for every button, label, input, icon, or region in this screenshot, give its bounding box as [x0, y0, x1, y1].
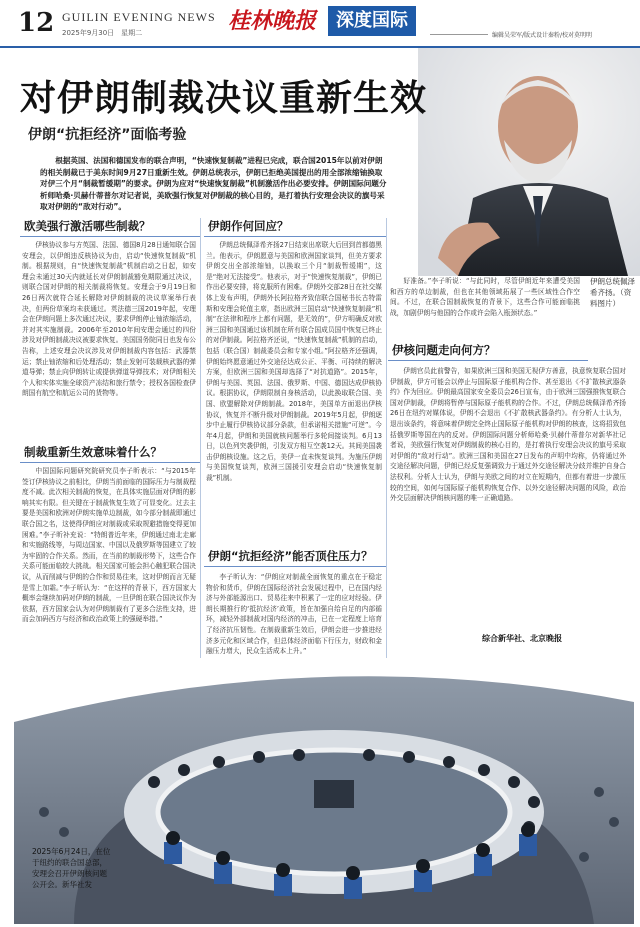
page-number: 12	[18, 8, 55, 38]
masthead-rule	[430, 34, 488, 35]
section-label: 深度国际	[328, 6, 416, 36]
meeting-photo-caption: 2025年6月24日，在位于纽约的联合国总部，安理会召开伊朗核问题公开会。新华社发	[32, 847, 111, 889]
section-heading-meaning: 制裁重新生效意味着什么？	[20, 444, 200, 463]
publication-name-en: GUILIN EVENING NEWS	[62, 10, 216, 24]
section-heading-sanctions: 欧美强行激活哪些制裁？	[20, 218, 200, 237]
section-body-response: 伊朗总统佩泽希齐扬27日结束出席联大后回到首都德黑兰。他表示，伊朗愿意与美国和欧洲国家谈判，但美方要求伊朗交出全部浓缩铀，以换取三个月“制裁暂缓期”，这是“绝对无法接受”。他表示，对于“快速恢复制裁”，伊朗已作出必要安排，将克服所有困难。伊朗外交部28日在社交媒体上发布声明，伊朗外长阿拉格齐致信联合国秘书长古特雷斯和安理会轮值主席，指出欧洲三国启动“快速恢复制裁”机制“在法律和程序上都有问题，是无效的”，伊方明确反对欧洲三国和美国通过该机制在所有联合国成员国中恢复已终止的对伊制裁。阿拉格齐还说，“快速恢复制裁”机制的启动，包括（联合国）制裁委员会和专家小组。”阿拉格齐还强调，伊朗始终愿意通过外交途径达成公正、平衡、可持续的解决方案，但欧洲三国和美国却选择了“对抗道路”。2015年，伊朗与美国、英国、法国、俄罗斯、中国、德国达成伊核协议。根据协议，伊朗限制自身核活动，以此换取联合国、美国、欧盟解除对伊朗制裁。2018年，美国单方面退出伊核协议，恢复并不断升级对伊朗制裁。2019年5月起，伊朗逐步中止履行伊核协议部分条款，但承诺相关措施“可逆”。今年4月起，伊朗和美国就核问题举行多轮间接谈判。6月13日，以色列突袭伊朗，引发双方相互空袭12天。其间美国袭击伊朗核设施。这之后，美伊一直未恢复谈判。为施压伊朗与美国恢复谈判，欧洲三国援引安理会启动“快速恢复制裁”机制。	[206, 241, 382, 483]
section-body-sanctions: 伊核协议参与方英国、法国、德国8月28日通知联合国安理会，以伊朗违反核协议为由，启动“快速恢复制裁”机制。根据规则，自“快速恢复制裁”机制启动之日起，如安理会未通过30天内就延长对伊朗制裁豁免期限通过决议，则联合国对伊朗的相关制裁将恢复。安理会于9月19日和26日两次就符合延长解除对伊朗制裁的决议草案举行表决，但两份草案均未获通过。英法德三国2019年起，安理会在伊朗问题上多次通过决议，要求伊朗停止铀浓缩活动，并对其实施制裁。2006年至2010年间安理会通过的四份涉及对伊朗制裁决议被要求恢复。美国国务院同日也发布公告称，上述安理会决议涉及对伊朗制裁内容包括：武器禁运；禁止铀浓缩和后处理活动；禁止发射可装载核武器的弹道导弹；禁止向伊朗转让或提供弹道导弹技术；对伊朗相关个人和实体实施全球资产冻结和旅行禁令；授权各国检查伊朗国有航空和航运公司的货物等。	[22, 241, 196, 398]
section-body-resistance-economy-continued: 好准备。”李子昕说：“与此同时，尽管伊朗近年来遭受美国和西方的单边制裁，但也在其他领域拓展了一些区域性合作空间。不过，在联合国制裁恢复的背景下，这些合作可能面临挑战，加剧伊朗与他国的合作或许会陷入瓶颈状态。”	[390, 277, 580, 317]
headline: 对伊朗制裁决议重新生效	[20, 78, 428, 119]
byline: 综合新华社、北京晚报	[482, 634, 562, 643]
section-heading-resistance-economy: 伊朗“抗拒经济”能否顶住压力？	[204, 548, 386, 567]
column-divider	[386, 218, 387, 658]
section-body-meaning: 中国国际问题研究院研究员李子昕表示：“与2015年签订伊核协议之前相比，伊朗当前面临的国际压力与制裁程度不减。此次相关制裁的恢复，在具体实施层面对伊朗的影响其实有限。但关键在于制裁恢复生效了可显变化。过去主要是美国和欧洲对伊朗实施单边制裁，如今部分制裁即通过联合国之名，这使得伊朗应对制裁或采取规避措施变得更加困难。”李子昕补充说：“特朗普近年来，伊朗通过南北走廊和实施路线等，与周边国家、中国以及俄罗斯等国建立了较为牢固的合作关系。然而，在当前的制裁形势下，这些合作关系可能面临较大挑战。相关国家可能会担心触犯联合国决议，从而削减与伊朗的合作和贸易往来，这对伊朗而言无疑是雪上加霜。”李子昕认为：“在这样的背景下，西方国家大概率会继续加码对伊朗的制裁，一旦伊朗在联合国决议作为依据，西方国家会认为对伊朗制裁有了更多合法性支持，进而会加码西方与经济和政治政策上的强硬举措。”	[22, 467, 196, 624]
lead-paragraph: 根据英国、法国和德国发布的联合声明，“快速恢复制裁”进程已完成，联合国2015年以前对伊朗的相关制裁已于美东时间9月27日重新生效。伊朗总统表示，伊朗已拒绝美国提出的用全部浓缩铀换取对伊三个月“制裁暂缓期”的要求。伊朗为应对“快速恢复制裁”机制激活作出必要安排。伊朗国际问题分析师哈桑·贝赫什蒂普尔对记者说，美欧强行恢复对伊制裁的核心目的，是打着执行安理会决议的旗号采取对伊朗的“敌对行动”。	[40, 156, 387, 211]
portrait-photo	[418, 48, 640, 276]
section-body-outlook: 伊朗官员此前警告，如果欧洲三国和美国无视伊方善意，执意恢复联合国对伊制裁，伊方可能会以停止与国际原子能机构合作、甚至退出《不扩散核武器条约》作为回应。伊朗最高国家安全委员会26日宣布，由于欧洲三国强推恢复联合国对伊制裁，伊朗将暂停与国际原子能机构的合作。不过，伊朗总统佩泽希齐扬26日在纽约对媒体说，伊朗不会退出《不扩散核武器条约》。有分析人士认为，退出该条约，将意味着伊朗完全终止国际原子能机构对伊朗的核查，这将招致包括俄罗斯等国在内的反对。伊朗国际问题分析师哈桑·贝赫什蒂普尔对新华社记者说，美欧强行恢复对伊朗制裁的核心目的，是打着执行安理会决议的旗号采取对伊朗的“敌对行动”。欧洲三国和美国在27日发布的声明中均称，仍将通过外交途径解决问题，伊朗已经反复强调致力于通过外交途径解决分歧并维护自身合法权利。分析人士认为，伊朗与美欧之间的对立在短期内，但都有着进一步激压较的空间，如何与国际原子能机构恢复合作、以外交途径解决问题的风险，政治外交层面解决伊朗核问题的唯一正确道路。	[390, 367, 626, 503]
issue-date: 2025年9月30日 星期二	[62, 29, 143, 37]
section-heading-response: 伊朗作何回应？	[204, 218, 386, 237]
editor-credits: 编辑吴荣军/版式设计秦粉/校对莫明明	[492, 32, 593, 39]
newspaper-logo: 桂林晚报	[228, 8, 317, 34]
section-body-resistance-economy: 李子昕认为：“伊朗应对制裁全面恢复的重点在于稳定物价和货币，伊朗在国际经济社会发展过程中，已在国内经济与外部能源出口、贸易往来中积累了一定的应对经验。伊朗长期推行的‘抵抗经济’政策，旨在加强自给自足的内部循环，减轻外部制裁对国内经济的冲击，已在一定程度上培育了经济抗压韧性。在制裁重新生效后，伊朗会进一步推进经济多元化和区域合作，但总体经济面临下行压力，财政和金融压力增大，民众生活成本上升。”	[206, 573, 382, 656]
column-divider	[200, 218, 201, 658]
subheadline: 伊朗“抗拒经济”面临考验	[28, 127, 187, 143]
portrait-caption: 伊朗总统佩泽希齐扬。（资料图片）	[590, 277, 635, 308]
section-heading-outlook: 伊核问题走向何方？	[388, 342, 588, 361]
